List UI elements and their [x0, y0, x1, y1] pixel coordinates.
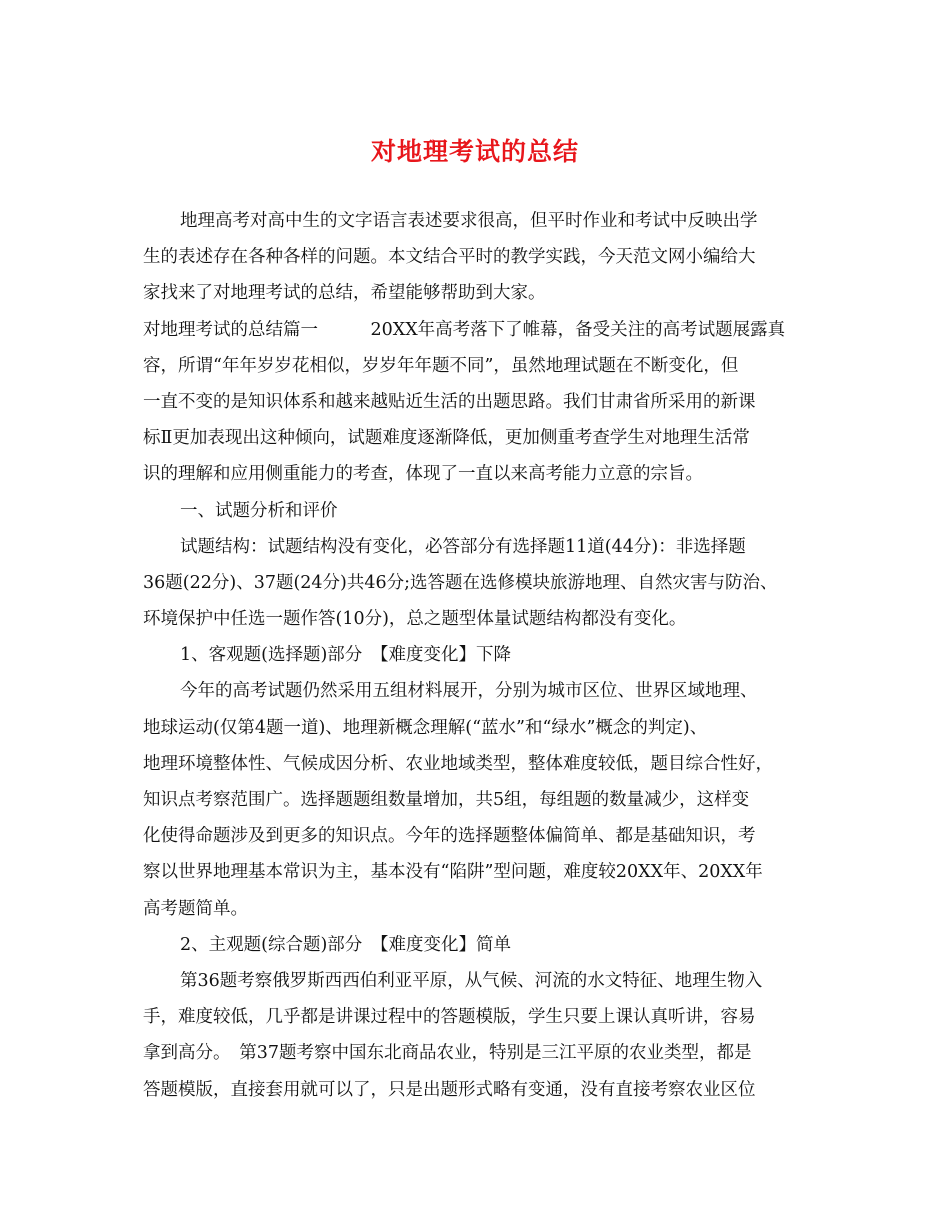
paragraph-line: 地理环境整体性、气候成因分析、农业地域类型，整体难度较低，题目综合性好， — [143, 753, 773, 774]
section-heading: 一、试题分析和评价 — [180, 500, 338, 521]
paragraph-line: 识的理解和应用侧重能力的考查，体现了一直以来高考能力立意的宗旨。 — [143, 464, 703, 485]
paragraph-line: 拿到高分。 第37题考察中国东北商品农业，特别是三江平原的农业类型，都是 — [143, 1043, 752, 1064]
paragraph-line: 环境保护中任选一题作答(10分)，总之题型体量试题结构都没有变化。 — [143, 609, 687, 630]
paragraph-line: 试题结构：试题结构没有变化，必答部分有选择题11道(44分)：非选择题 — [180, 536, 746, 557]
paragraph-line: 容，所谓“年年岁岁花相似，岁岁年年题不同”，虽然地理试题在不断变化，但 — [143, 355, 739, 376]
paragraph-line: 知识点考察范围广。选择题题组数量增加，共5组，每组题的数量减少，这样变 — [143, 790, 750, 810]
paragraph-line: 手，难度较低，几乎都是讲课过程中的答题模版，学生只要上课认真听讲，容易 — [143, 1007, 756, 1028]
document-body — [143, 203, 823, 1108]
paragraph-line: 对地理考试的总结篇一 20XX年高考落下了帷幕，备受关注的高考试题展露真 — [143, 319, 786, 340]
paragraph-line: 察以世界地理基本常识为主，基本没有“陷阱”型问题，难度较20XX年、20XX年 — [143, 862, 763, 883]
subsection-heading: 2、主观题(综合题)部分 【难度变化】简单 — [180, 934, 512, 955]
paragraph-line: 家找来了对地理考试的总结，希望能够帮助到大家。 — [143, 283, 546, 304]
paragraph-line: 36题(22分)、37题(24分)共46分;选答题在选修模块旅游地理、自然灾害与防治、 — [143, 572, 778, 593]
paragraph-line: 答题模版，直接套用就可以了，只是出题形式略有变通，没有直接考察农业区位 — [143, 1079, 756, 1100]
subsection-heading: 1、客观题(选择题)部分 【难度变化】下降 — [180, 645, 512, 666]
paragraph-line: 生的表述存在各种各样的问题。本文结合平时的教学实践，今天范文网小编给大 — [143, 247, 756, 268]
paragraph-line: 今年的高考试题仍然采用五组材料展开，分别为城市区位、世界区域地理、 — [180, 681, 758, 702]
document-title: 对地理考试的总结 — [370, 137, 579, 166]
paragraph-line: 标Ⅱ更加表现出这种倾向，试题难度逐渐降低，更加侧重考查学生对地理生活常 — [143, 428, 750, 449]
paragraph-line: 第36题考察俄罗斯西西伯利亚平原，从气候、河流的水文特征、地理生物入 — [180, 970, 763, 991]
paragraph-line: 一直不变的是知识体系和越来越贴近生活的出题思路。我们甘肃省所采用的新课 — [143, 391, 756, 412]
paragraph-line: 化使得命题涉及到更多的知识点。今年的选择题整体偏简单、都是基础知识，考 — [143, 826, 756, 847]
paragraph-line: 高考题简单。 — [143, 898, 248, 919]
paragraph-line: 地球运动(仅第4题一道)、地理新概念理解(“蓝水”和“绿水”概念的判定)、 — [143, 717, 708, 738]
paragraph-line: 地理高考对高中生的文字语言表述要求很高，但平时作业和考试中反映出学 — [180, 211, 758, 231]
